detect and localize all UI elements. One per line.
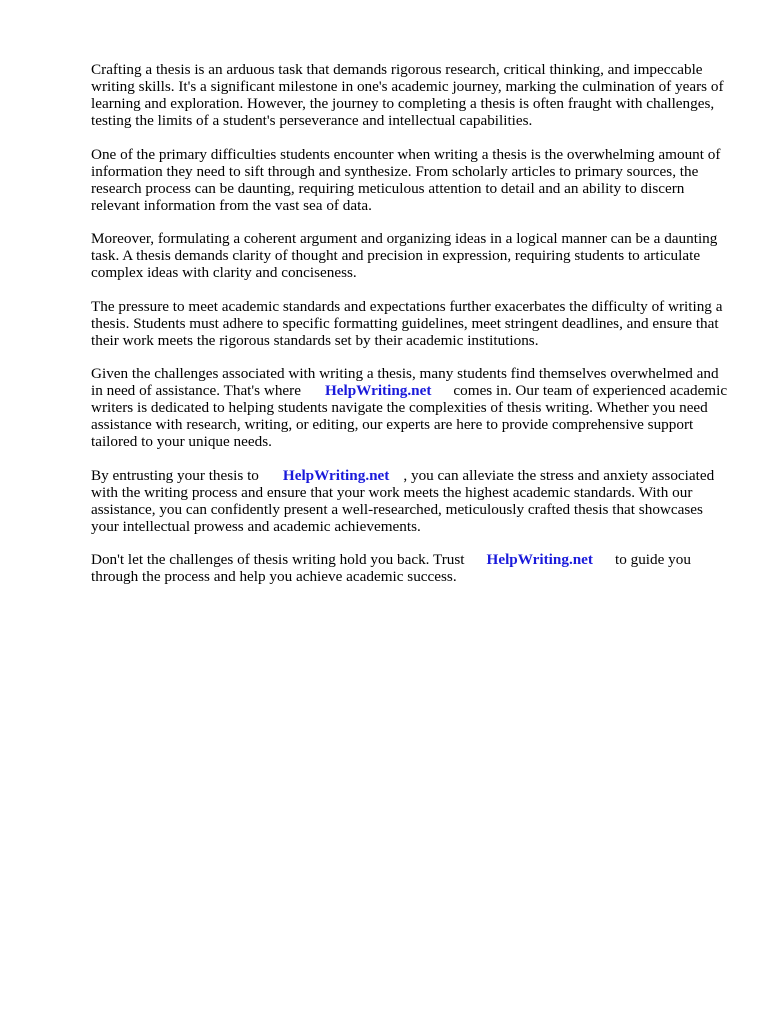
paragraph-closing-text-before: Don't let the challenges of thesis writing hold you back. Trust	[91, 551, 465, 568]
helpwriting-link[interactable]: HelpWriting.net	[282, 466, 390, 484]
paragraph-argument: Moreover, formulating a coherent argument and organizing ideas in a logical manner can be a daunting task. A thesis demands clarity of thought and precision in expression, requiring students to articulate complex ideas with clarity and conciseness.	[91, 230, 718, 281]
paragraph-pressure: The pressure to meet academic standards and expectations further exacerbates the difficulty of writing a thesis. Students must adhere to specific formatting guidelines, meet stringent deadlines, and ensure that their work meets the rigorous standards set by their academic institutions.	[91, 297, 723, 349]
paragraph-assistance-text-before: Given the challenges associated with writing a thesis, many students find themselves overwhelmed and in need of assistance. That's where	[91, 365, 719, 399]
document-body	[91, 61, 731, 602]
paragraph-intro: Crafting a thesis is an arduous task that demands rigorous research, critical thinking, and impeccable writing skills. It's a significant milestone in one's academic journey, marking the culmination of years of learning and exploration. However, the journey to completing a thesis is often fraught with challenges, testing the limits of a student's perseverance and intellectual capabilities.	[91, 61, 724, 129]
paragraph-entrusting-text-before: By entrusting your thesis to	[91, 466, 259, 484]
paragraph-assistance-text-after: comes in. Our team of experienced academic writers is dedicated to helping students navigate the complexities of thesis writing. Whether you need assistance with research, writing, or editing, our experts are here to provide comprehensive support tailored to your unique needs.	[91, 382, 728, 450]
paragraph-research-difficulty: One of the primary difficulties students encounter when writing a thesis is the overwhelming amount of information they need to sift through and synthesize. From scholarly articles to primary sources, the research process can be daunting, requiring meticulous attention to detail and an ability to discern relevant information from the vast sea of data.	[91, 145, 721, 214]
paragraph-closing-text-after: to guide you through the process and help you achieve academic success.	[91, 551, 691, 585]
paragraph-entrusting	[91, 467, 731, 535]
paragraph-assistance	[91, 365, 731, 450]
helpwriting-link[interactable]: HelpWriting.net	[486, 551, 593, 568]
helpwriting-link[interactable]: HelpWriting.net	[324, 382, 432, 399]
paragraph-closing	[91, 551, 731, 585]
paragraph-entrusting-text-after: , you can alleviate the stress and anxiety associated with the writing process and ensure that your work meets the highest academic standards. With our assistance, you can confidently present a well-researched, meticulously crafted thesis that showcases your intellectual prowess and academic achievements.	[91, 466, 715, 535]
